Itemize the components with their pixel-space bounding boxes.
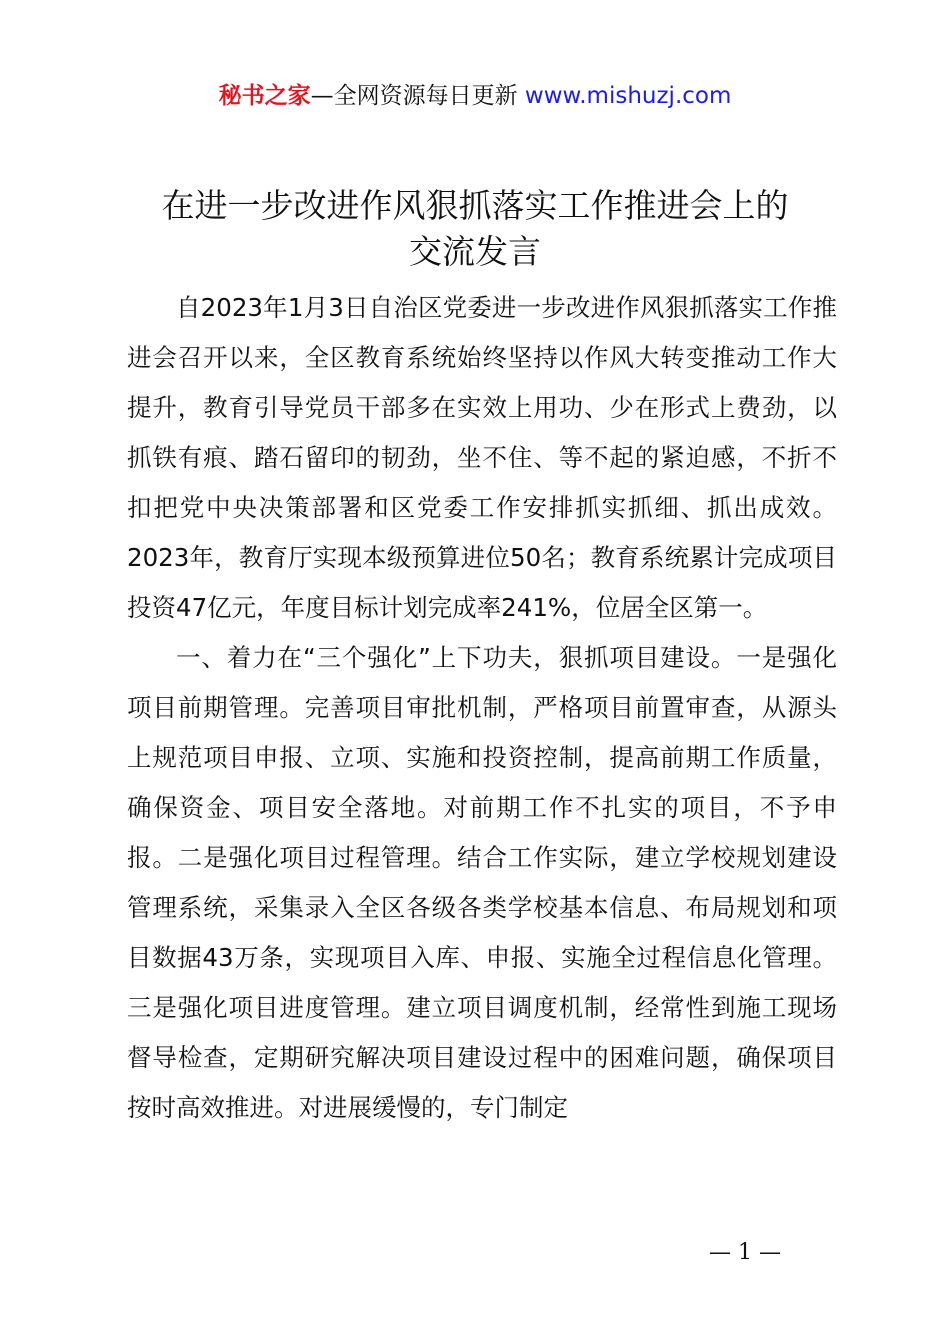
paragraph-intro: 自2023年1月3日自治区党委进一步改进作风狠抓落实工作推进会召开以来，全区教育系统始终坚持以作风大转变推动工作大提升，教育引导党员干部多在实效上用功、少在形式上费劲，以抓铁有痕、踏石留印的韧劲，坐不住、等不起的紧迫感，不折不扣把党中央决策部署和区党委工作安排抓实抓细、抓出成效。2023年，教育厅实现本级预算进位50名；教育系统累计完成项目投资47亿元，年度目标计划完成率241%，位居全区第一。 — [127, 293, 837, 622]
site-tagline: —全网资源每日更新 — [310, 83, 525, 109]
page-number: — 1 — — [709, 1240, 781, 1265]
site-header — [0, 80, 950, 112]
document-title — [60, 183, 890, 275]
document-title-line-1: 在进一步改进作风狠抓落实工作推进会上的 — [161, 186, 789, 225]
site-url-link[interactable]: www.mishuzj.com — [524, 83, 732, 109]
document-body — [127, 283, 837, 1133]
site-brand: 秘书之家 — [218, 83, 311, 109]
document-title-line-2: 交流发言 — [409, 232, 541, 271]
paragraph-section-one: 一、着力在“三个强化”上下功夫，狠抓项目建设。一是强化项目前期管理。完善项目审批机制，严格项目前置审查，从源头上规范项目申报、立项、实施和投资控制，提高前期工作质量，确保资金、项目安全落地。对前期工作不扎实的项目，不予申报。二是强化项目过程管理。结合工作实际，建立学校规划建设管理系统，采集录入全区各级各类学校基本信息、布局规划和项目数据43万条，实现项目入库、申报、实施全过程信息化管理。三是强化项目进度管理。建立项目调度机制，经常性到施工现场督导检查，定期研究解决项目建设过程中的困难问题，确保项目按时高效推进。对进展缓慢的，专门制定 — [127, 643, 837, 1122]
